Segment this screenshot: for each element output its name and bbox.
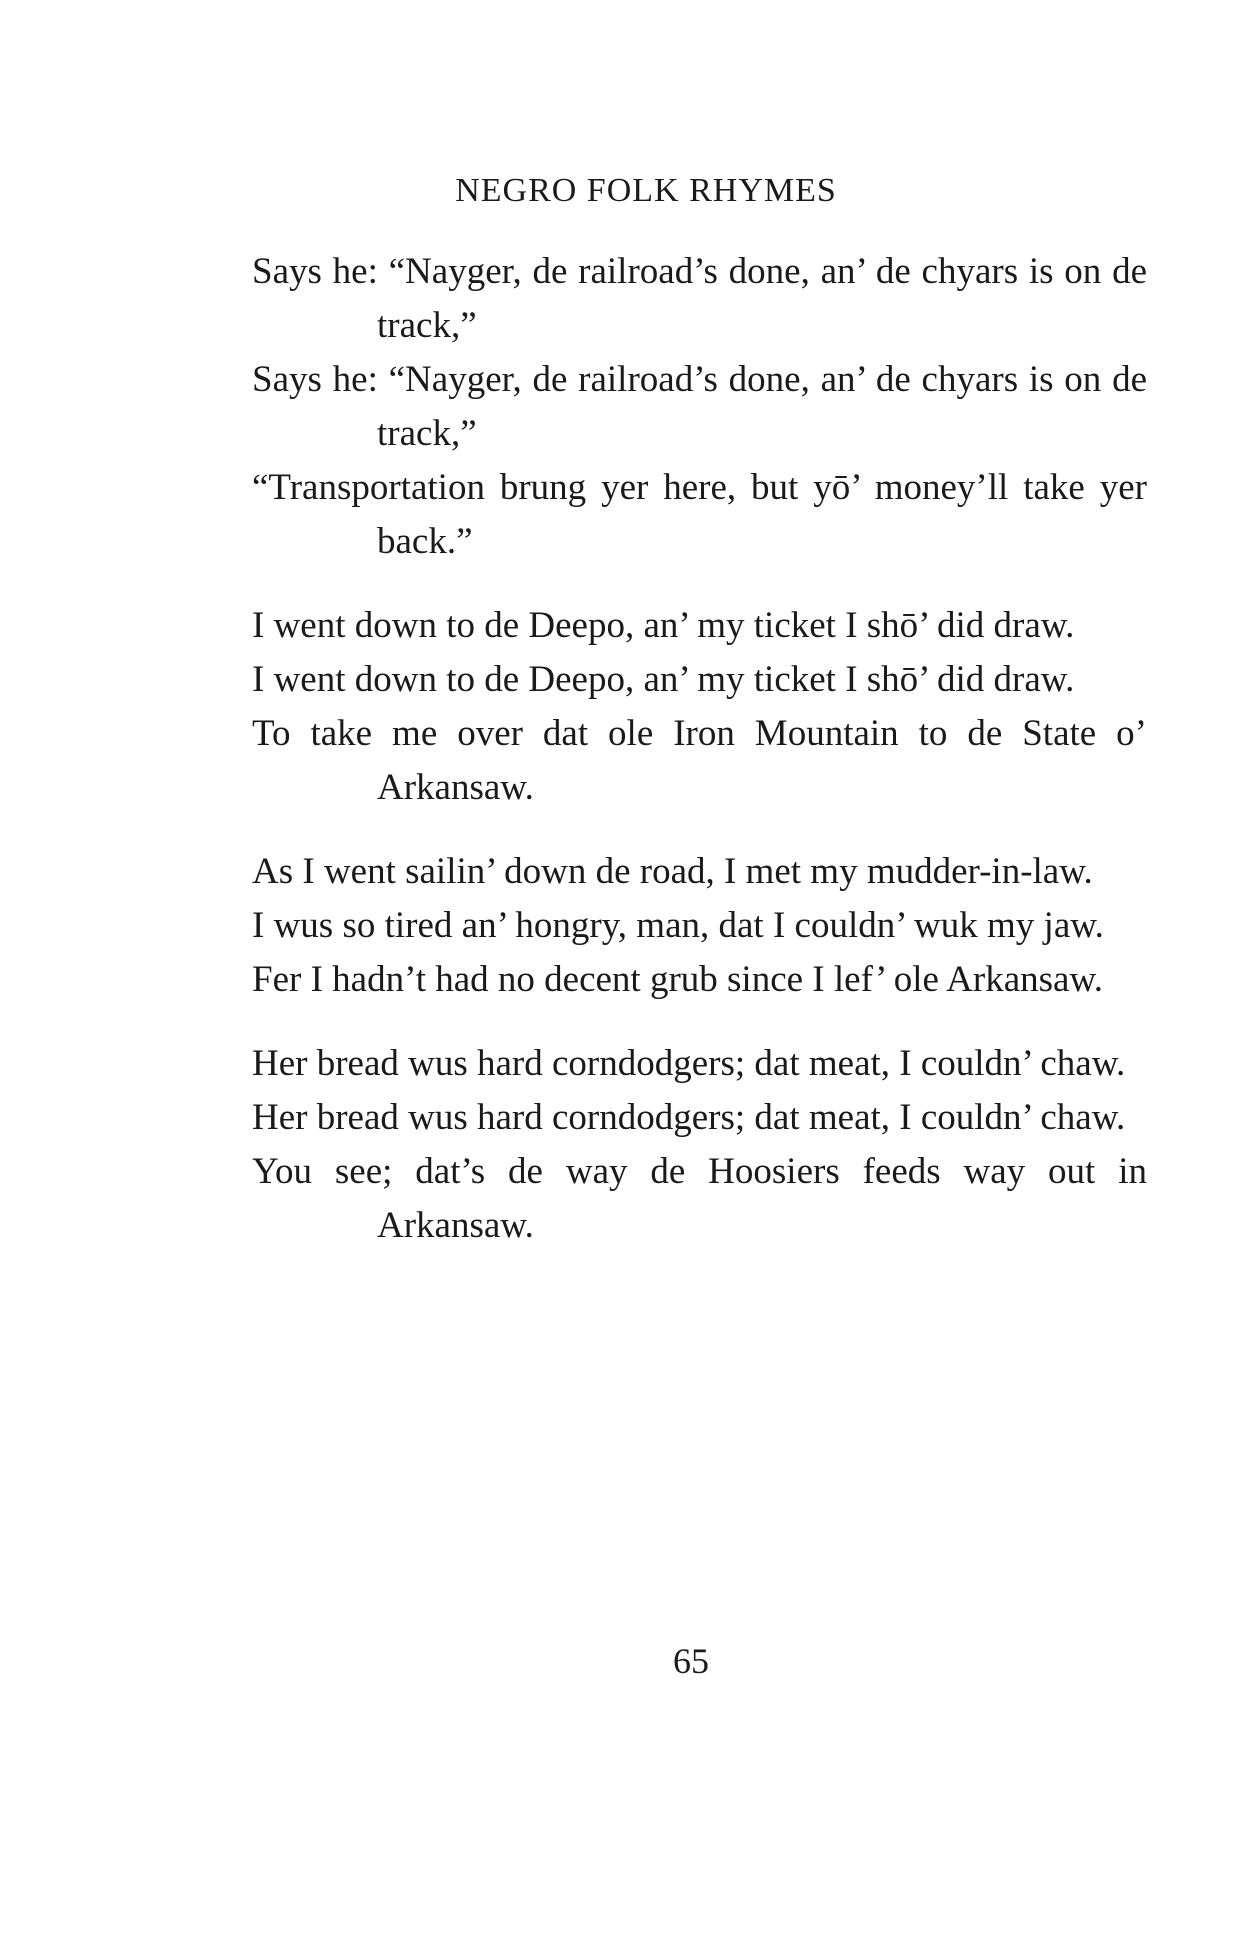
running-head: NEGRO FOLK RHYMES bbox=[455, 172, 837, 209]
stanza-3 bbox=[252, 845, 1147, 1007]
verse-line: To take me over dat ole Iron Mountain to de State o’ Arkansaw. bbox=[252, 713, 1147, 808]
verse-line: Her bread wus hard corndodgers; dat meat, I couldn’ chaw. bbox=[252, 1043, 1126, 1084]
page-number: 65 bbox=[673, 1641, 709, 1681]
verse-line: “Transportation brung yer here, but yō’ money’ll take yer back.” bbox=[252, 467, 1147, 562]
verse-line: I went down to de Deepo, an’ my ticket I shō’ did draw. bbox=[252, 659, 1075, 700]
verse-line: Says he: “Nayger, de railroad’s done, an’ de chyars is on de track,” bbox=[252, 359, 1147, 454]
verse-line: You see; dat’s de way de Hoosiers feeds way out in Arkansaw. bbox=[252, 1151, 1147, 1246]
verse-line: I went down to de Deepo, an’ my ticket I shō’ did draw. bbox=[252, 605, 1075, 646]
poem-body bbox=[252, 245, 1147, 1283]
stanza-4 bbox=[252, 1037, 1147, 1253]
verse-line: I wus so tired an’ hongry, man, dat I couldn’ wuk my jaw. bbox=[252, 905, 1104, 946]
verse-line: Says he: “Nayger, de railroad’s done, an’ de chyars is on de track,” bbox=[252, 251, 1147, 346]
stanza-1 bbox=[252, 245, 1147, 569]
verse-line: Fer I hadn’t had no decent grub since I lef’ ole Arkansaw. bbox=[252, 959, 1104, 1000]
verse-line: As I went sailin’ down de road, I met my mudder-in-law. bbox=[252, 851, 1093, 892]
stanza-2 bbox=[252, 599, 1147, 815]
verse-line: Her bread wus hard corndodgers; dat meat, I couldn’ chaw. bbox=[252, 1097, 1126, 1138]
